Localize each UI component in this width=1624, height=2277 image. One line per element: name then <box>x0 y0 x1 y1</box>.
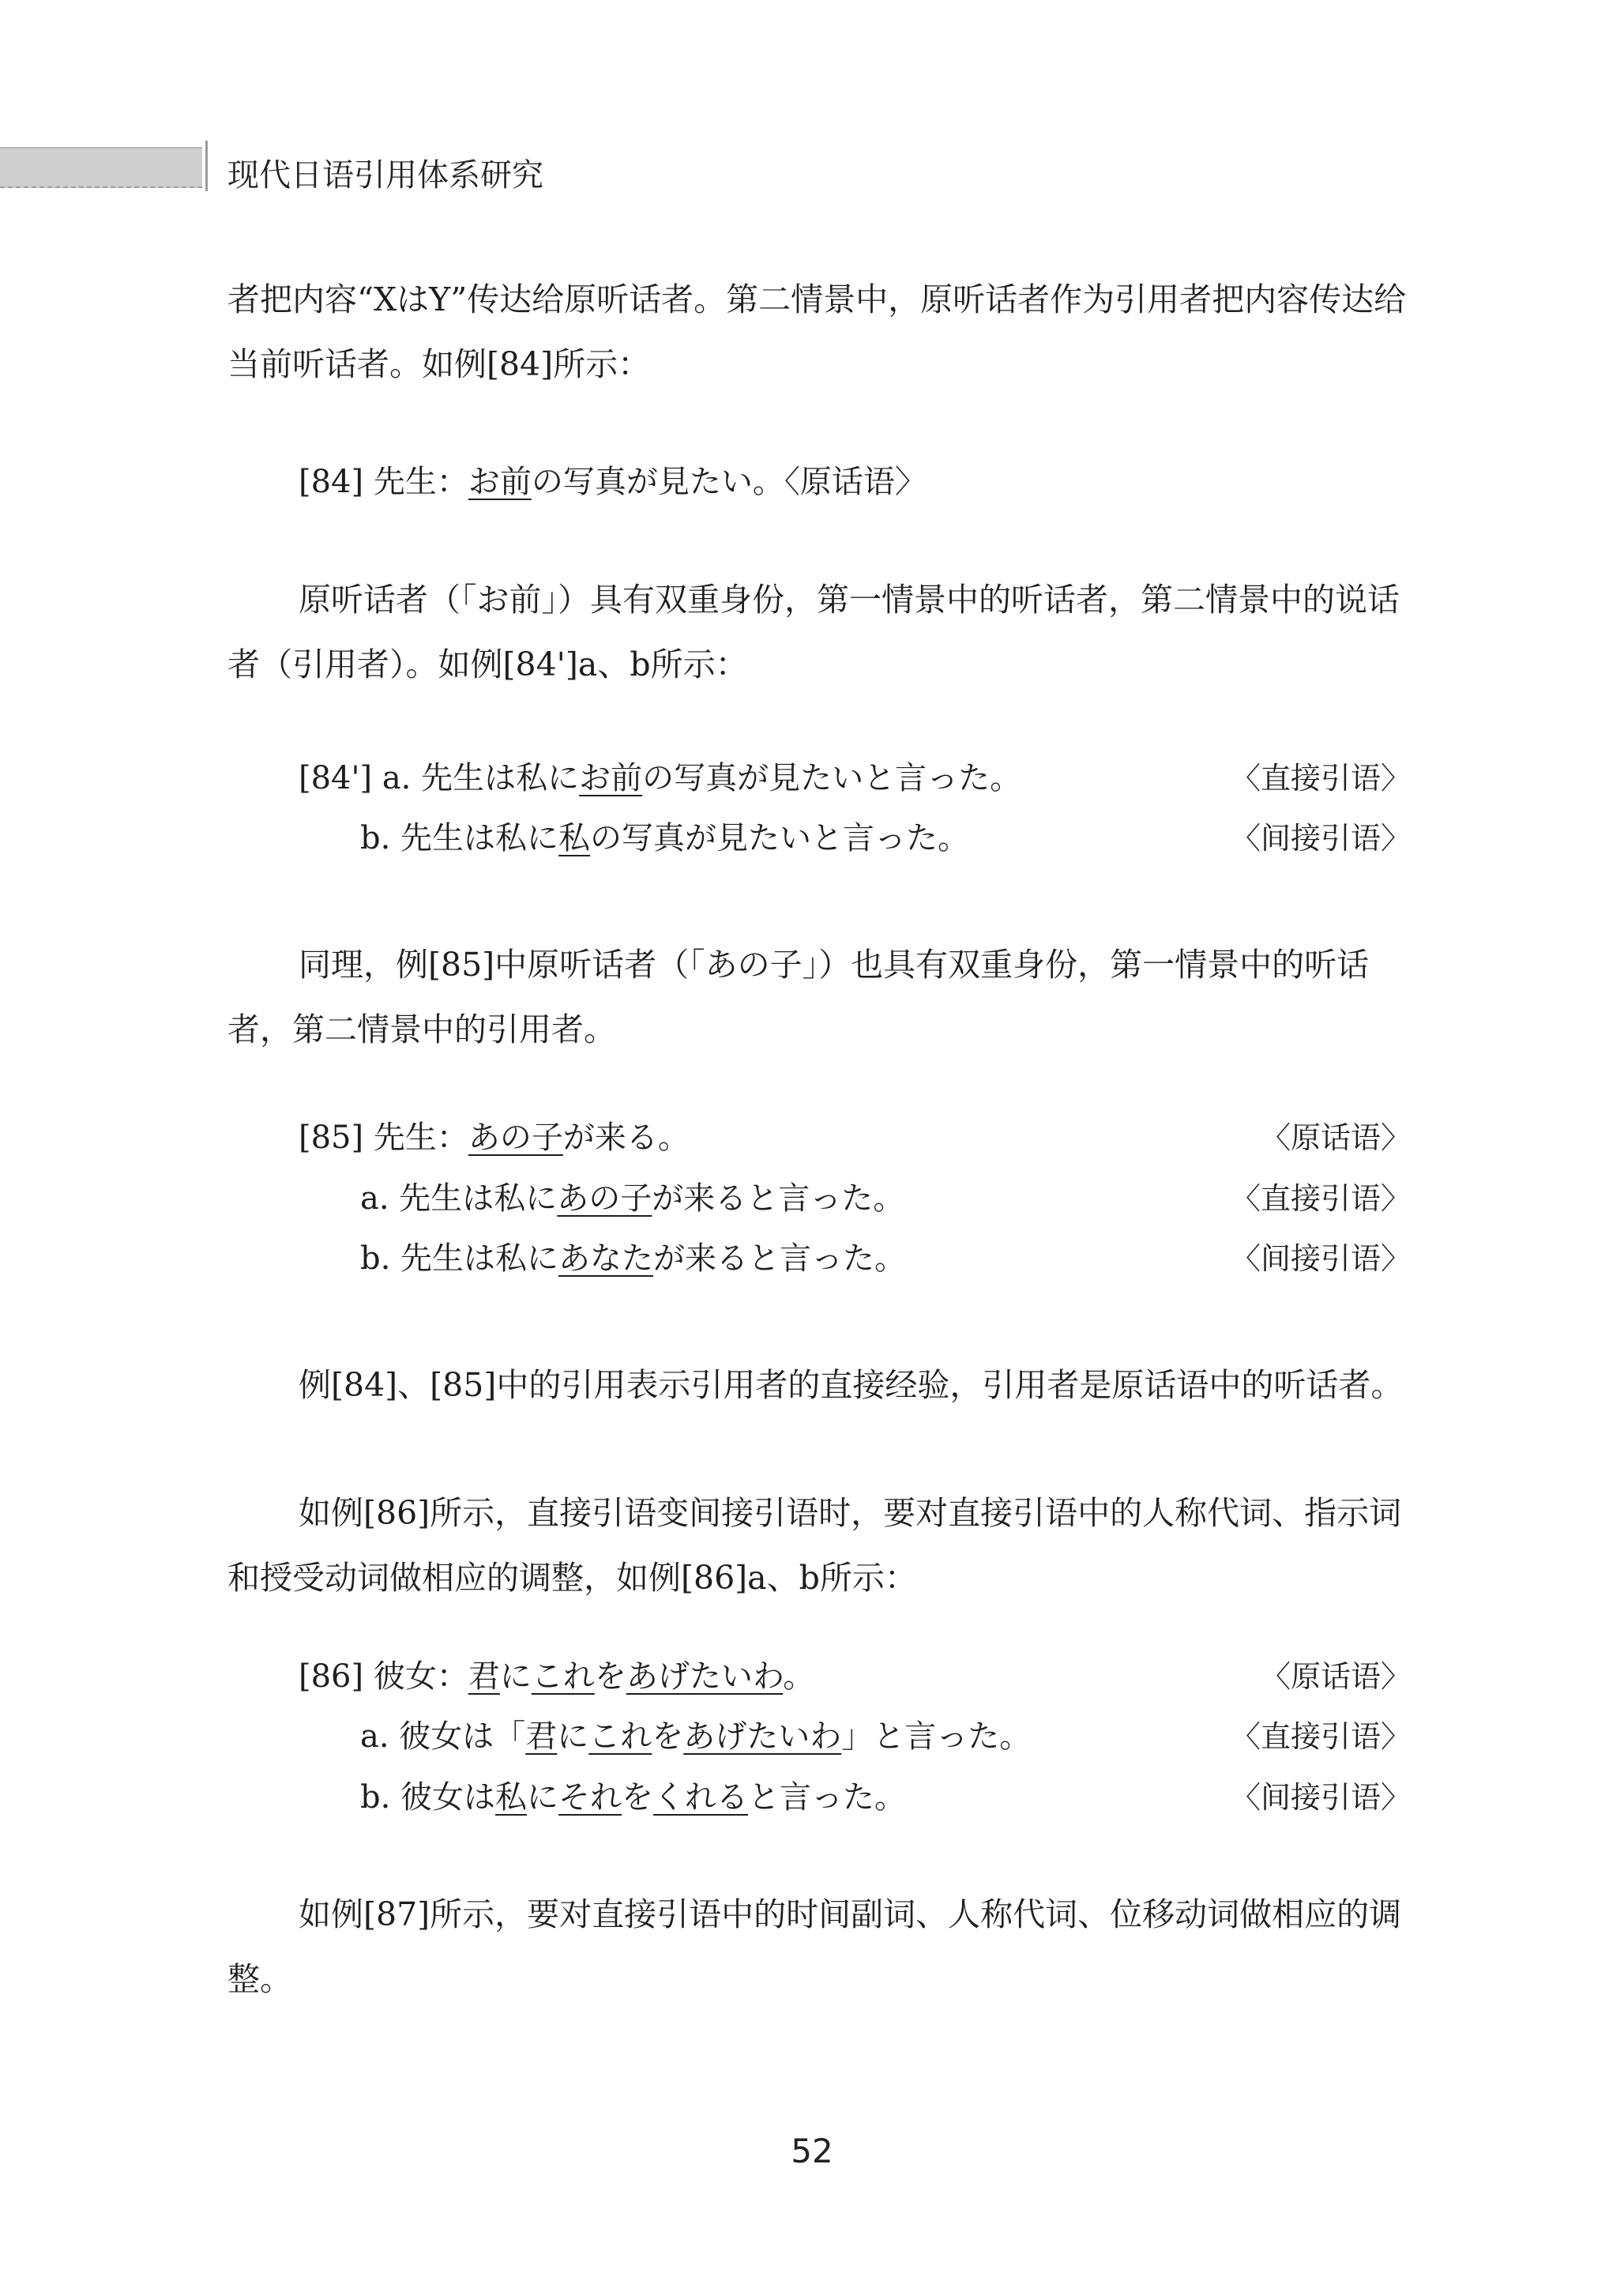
example-84: [84] 先生：お前の写真が見たい。〈原话语〉 <box>299 464 927 500</box>
example-85-original-tag: 〈原话语〉 <box>1260 1120 1411 1155</box>
example-86-original: [86] 彼女：君にこれをあげたいわ。 <box>299 1658 815 1695</box>
example-84p-a: [84'] a. 先生は私にお前の写真が見たいと言った。 <box>299 760 1022 796</box>
paragraph-4: 例[84]、[85]中的引用表示引用者的直接经验，引用者是原话语中的听话者。 <box>299 1366 1404 1404</box>
example-85-a: a. 先生は私にあの子が来ると言った。 <box>360 1180 905 1217</box>
example-86-b: b. 彼女は私にそれをくれると言った。 <box>360 1779 907 1816</box>
header-divider <box>205 141 208 191</box>
example-86-a-tag: 〈直接引语〉 <box>1230 1719 1411 1754</box>
example-86-original-tag: 〈原话语〉 <box>1260 1659 1411 1694</box>
paragraph-6: 如例[87]所示，要对直接引语中的时间副词、人称代词、位移动词做相应的调整。 <box>227 1895 1402 1998</box>
example-84p-b-tag: 〈间接引语〉 <box>1230 821 1411 856</box>
paragraph-5: 如例[86]所示，直接引语变间接引语时，要对直接引语中的人称代词、指示词和授受动词做相应的调整，如例[86]a、b所示： <box>227 1494 1402 1597</box>
example-85-original: [85] 先生：あの子が来る。 <box>299 1120 690 1156</box>
example-86-a: a. 彼女は「君にこれをあげたいわ」と言った。 <box>360 1718 1032 1755</box>
paragraph-2: 原听话者（「お前」）具有双重身份，第一情景中的听话者，第二情景中的说话者（引用者）。如例[84']a、b所示： <box>227 581 1400 683</box>
example-85-a-tag: 〈直接引语〉 <box>1230 1181 1411 1216</box>
paragraph-1: 者把内容“XはY”传达给原听话者。第二情景中，原听话者作为引用者把内容传达给当前听话者。如例[84]所示： <box>227 280 1407 383</box>
page-number: 52 <box>791 2132 833 2170</box>
header-bar <box>0 147 202 188</box>
example-85-b-tag: 〈间接引语〉 <box>1230 1241 1411 1276</box>
example-84p-b: b. 先生は私に私の写真が見たいと言った。 <box>360 820 970 856</box>
example-85-b: b. 先生は私にあなたが来ると言った。 <box>360 1240 907 1277</box>
example-86-b-tag: 〈间接引语〉 <box>1230 1780 1411 1815</box>
running-header-title: 现代日语引用体系研究 <box>227 157 543 194</box>
example-84p-a-tag: 〈直接引语〉 <box>1230 761 1411 796</box>
paragraph-3: 同理，例[85]中原听话者（「あの子」）也具有双重身份，第一情景中的听话者，第二情景中的引用者。 <box>227 946 1370 1048</box>
